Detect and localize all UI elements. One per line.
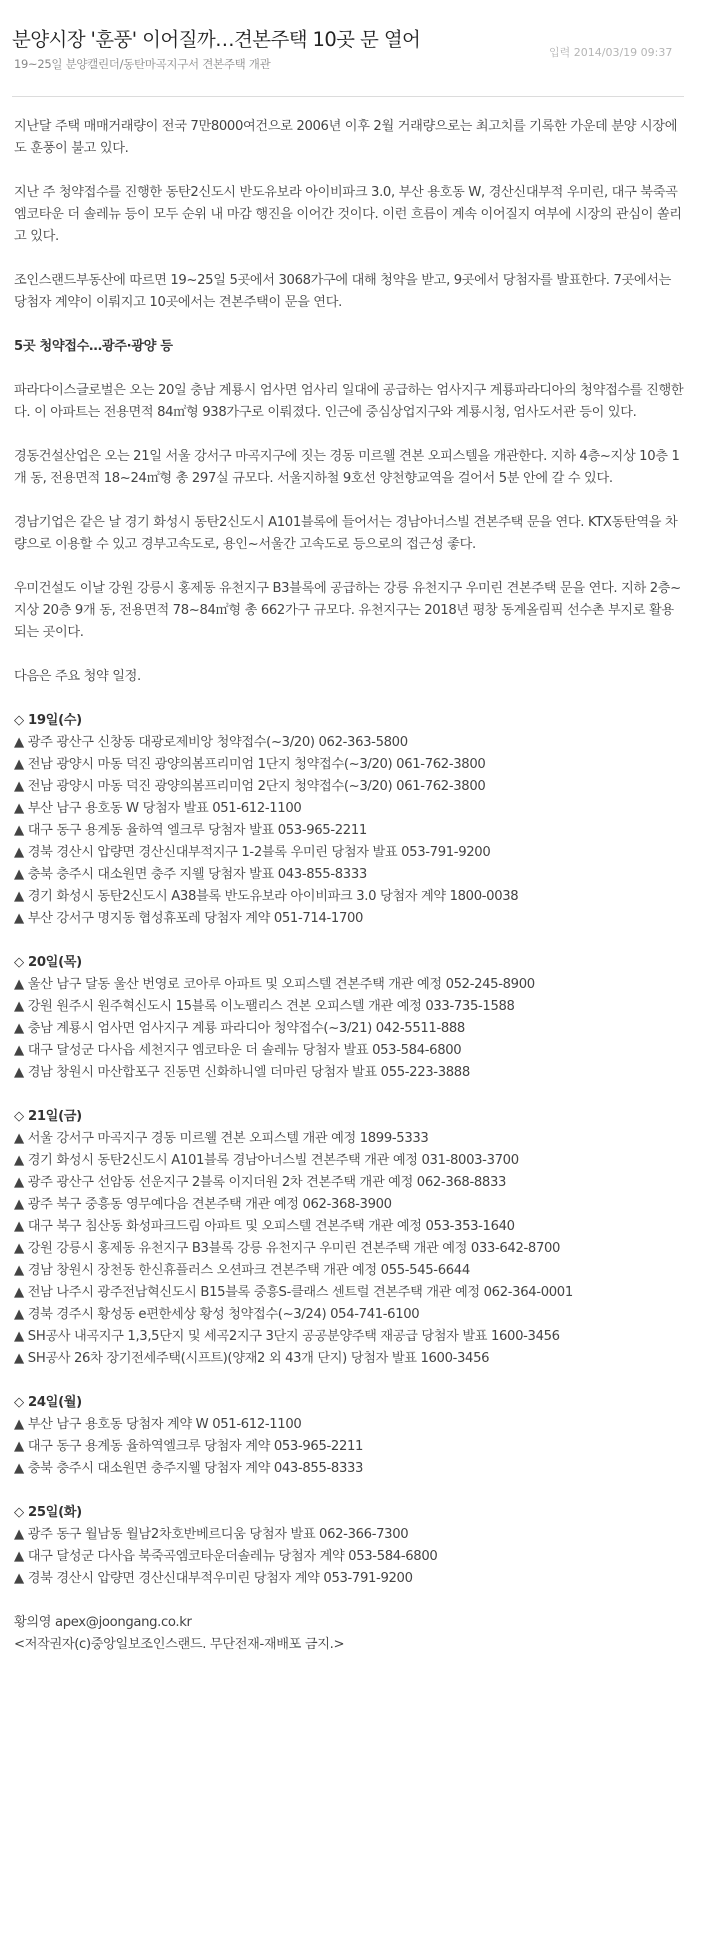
schedule-item [14, 1568, 686, 1590]
body-paragraph: 우미건설도 이날 강원 강릉시 홍제동 유천지구 B3블록에 공급하는 강릉 유천지구 우미린 견본주택 문을 연다. 지하 2층~지상 20층 9개 동, 전용면적 78~84㎡형 총 662가구 규모다. 유천지구는 2018년 평창 동계올림픽 선수촌 부지로 활용되는 곳이다. [14, 581, 681, 640]
schedule-item-text: 대구 북구 침산동 화성파크드림 아파트 및 오피스텔 견본주택 개관 예정 053-353-1640 [27, 1219, 515, 1234]
schedule-item [14, 1282, 686, 1304]
triangle-bullet-icon: ▲ [14, 889, 24, 904]
schedule-item-text: 서울 강서구 마곡지구 경동 미르웰 견본 오피스텔 개관 예정 1899-5333 [27, 1131, 429, 1146]
schedule-item [14, 1040, 686, 1062]
triangle-bullet-icon: ▲ [14, 1549, 24, 1564]
schedule-day [14, 1392, 686, 1480]
body-paragraph: 다음은 주요 청약 일정. [14, 669, 141, 684]
schedule-item-text: 경남 창원시 장천동 한신휴플러스 오션파크 견본주택 개관 예정 055-545-6644 [27, 1263, 470, 1278]
triangle-bullet-icon: ▲ [14, 1153, 24, 1168]
schedule-item [14, 1304, 686, 1326]
triangle-bullet-icon: ▲ [14, 977, 24, 992]
schedule-item-text: 충남 계룡시 엄사면 엄사지구 계룡 파라디아 청약접수(~3/21) 042-5511-888 [27, 1021, 465, 1036]
schedule-item [14, 820, 686, 842]
schedule-item-text: 충북 충주시 대소원면 충주지웰 당첨자 계약 043-855-8333 [27, 1461, 364, 1476]
body-paragraph: 조인스랜드부동산에 따르면 19~25일 5곳에서 3068가구에 대해 청약을 받고, 9곳에서 당첨자를 발표한다. 7곳에서는 당첨자 계약이 이뤄지고 10곳에서는 견본주택이 문을 연다. [14, 273, 672, 310]
copyright-notice: <저작권자(c)중앙일보조인스랜드. 무단전재-재배포 금지.> [14, 1637, 345, 1652]
schedule-item-text: 대구 달성군 다사읍 세천지구 엠코타운 더 솔레뉴 당첨자 발표 053-584-6800 [27, 1043, 462, 1058]
schedule-item [14, 1458, 686, 1480]
section-subheading: 5곳 청약접수…광주·광양 등 [14, 339, 173, 354]
schedule-item-text: 대구 달성군 다사읍 북죽곡엠코타운더솔레뉴 당첨자 계약 053-584-6800 [27, 1549, 438, 1564]
schedule-item-text: 부산 남구 용호동 당첨자 계약 W 051-612-1100 [27, 1417, 302, 1432]
schedule-item [14, 1260, 686, 1282]
triangle-bullet-icon: ▲ [14, 1417, 24, 1432]
schedule-item [14, 1216, 686, 1238]
triangle-bullet-icon: ▲ [14, 1351, 24, 1366]
schedule-item [14, 732, 686, 754]
schedule-day [14, 1502, 686, 1590]
schedule-day [14, 952, 686, 1084]
schedule-item [14, 776, 686, 798]
triangle-bullet-icon: ▲ [14, 1527, 24, 1542]
schedule-item [14, 1524, 686, 1546]
triangle-bullet-icon: ▲ [14, 1461, 24, 1476]
triangle-bullet-icon: ▲ [14, 1307, 24, 1322]
schedule-list [14, 710, 686, 1590]
schedule-item [14, 1128, 686, 1150]
triangle-bullet-icon: ▲ [14, 1329, 24, 1344]
triangle-bullet-icon: ▲ [14, 1219, 24, 1234]
schedule-item-text: 광주 광산구 신창동 대광로제비앙 청약접수(~3/20) 062-363-5800 [27, 735, 408, 750]
triangle-bullet-icon: ▲ [14, 1197, 24, 1212]
triangle-bullet-icon: ▲ [14, 999, 24, 1014]
schedule-item-text: 강원 원주시 원주혁신도시 15블록 이노팰리스 견본 오피스텔 개관 예정 033-735-1588 [27, 999, 515, 1014]
body-paragraph: 지난 주 청약접수를 진행한 동탄2신도시 반도유보라 아이비파크 3.0, 부산 용호동 W, 경산신대부적 우미린, 대구 북죽곡 엠코타운 더 솔레뉴 등이 모두 순위 내 마감 행진을 이어간 것이다. 이런 흐름이 계속 이어질지 여부에 시장의 관심이 쏠리고 있다. [14, 185, 682, 244]
schedule-day-heading: ◇ 25일(화) [14, 1505, 82, 1520]
schedule-day [14, 1106, 686, 1370]
schedule-item [14, 1018, 686, 1040]
article-subtitle: 19~25일 분양캘린더/동탄마곡지구서 견본주택 개관 [14, 57, 271, 71]
schedule-item-text: 울산 남구 달동 울산 번영로 코아루 아파트 및 오피스텔 견본주택 개관 예정 052-245-8900 [27, 977, 535, 992]
triangle-bullet-icon: ▲ [14, 1439, 24, 1454]
schedule-item-text: 경기 화성시 동탄2신도시 A38블록 반도유보라 아이비파크 3.0 당첨자 계약 1800-0038 [27, 889, 519, 904]
schedule-item [14, 1348, 686, 1370]
article-dateline: 입력 2014/03/19 09:37 [549, 46, 673, 59]
schedule-item [14, 1172, 686, 1194]
schedule-item-text: 경북 경산시 압량면 경산신대부적지구 1-2블록 우미린 당첨자 발표 053-791-9200 [27, 845, 491, 860]
schedule-item [14, 1062, 686, 1084]
schedule-item [14, 1326, 686, 1348]
article-body [14, 116, 686, 1656]
schedule-item-text: 광주 광산구 선암동 선운지구 2블록 이지더원 2차 견본주택 개관 예정 062-368-8833 [27, 1175, 507, 1190]
schedule-item [14, 1194, 686, 1216]
schedule-item-text: 광주 동구 월남동 월남2차호반베르디움 당첨자 발표 062-366-7300 [27, 1527, 409, 1542]
schedule-item-text: 대구 동구 용계동 율하역엘크루 당첨자 계약 053-965-2211 [27, 1439, 364, 1454]
schedule-item [14, 974, 686, 996]
schedule-item-text: 충북 충주시 대소원면 충주 지웰 당첨자 발표 043-855-8333 [27, 867, 367, 882]
schedule-item-text: SH공사 내곡지구 1,3,5단지 및 세곡2지구 3단지 공공분양주택 재공급 당첨자 발표 1600-3456 [27, 1329, 560, 1344]
schedule-item-text: 대구 동구 용계동 율하역 엘크루 당첨자 발표 053-965-2211 [27, 823, 367, 838]
triangle-bullet-icon: ▲ [14, 1263, 24, 1278]
schedule-item [14, 864, 686, 886]
triangle-bullet-icon: ▲ [14, 911, 24, 926]
body-paragraph: 지난달 주택 매매거래량이 전국 7만8000여건으로 2006년 이후 2월 거래량으로는 최고치를 기록한 가운데 분양 시장에도 훈풍이 불고 있다. [14, 119, 678, 156]
schedule-item [14, 1546, 686, 1568]
schedule-item-text: 경기 화성시 동탄2신도시 A101블록 경남아너스빌 견본주택 개관 예정 031-8003-3700 [27, 1153, 519, 1168]
triangle-bullet-icon: ▲ [14, 801, 24, 816]
schedule-item [14, 1150, 686, 1172]
article-title: 분양시장 '훈풍' 이어질까…견본주택 10곳 문 열어 [12, 28, 421, 51]
schedule-item-text: SH공사 26차 장기전세주택(시프트)(양재2 외 43개 단지) 당첨자 발표 1600-3456 [27, 1351, 490, 1366]
triangle-bullet-icon: ▲ [14, 1065, 24, 1080]
schedule-item-text: 강원 강릉시 홍제동 유천지구 B3블록 강릉 유천지구 우미린 견본주택 개관 예정 033-642-8700 [27, 1241, 561, 1256]
schedule-day [14, 710, 686, 930]
schedule-item [14, 1414, 686, 1436]
schedule-item [14, 908, 686, 930]
triangle-bullet-icon: ▲ [14, 735, 24, 750]
schedule-item [14, 754, 686, 776]
schedule-item [14, 996, 686, 1018]
triangle-bullet-icon: ▲ [14, 845, 24, 860]
schedule-item-text: 전남 광양시 마동 덕진 광양의봄프리미엄 2단지 청약접수(~3/20) 061-762-3800 [27, 779, 486, 794]
triangle-bullet-icon: ▲ [14, 779, 24, 794]
triangle-bullet-icon: ▲ [14, 1021, 24, 1036]
schedule-day-heading: ◇ 19일(수) [14, 713, 82, 728]
triangle-bullet-icon: ▲ [14, 1131, 24, 1146]
article-header [0, 0, 705, 82]
schedule-item [14, 886, 686, 908]
triangle-bullet-icon: ▲ [14, 823, 24, 838]
schedule-item [14, 798, 686, 820]
triangle-bullet-icon: ▲ [14, 867, 24, 882]
schedule-item-text: 부산 강서구 명지동 협성휴포레 당첨자 계약 051-714-1700 [27, 911, 364, 926]
schedule-item-text: 경북 경주시 황성동 e편한세상 황성 청약접수(~3/24) 054-741-6100 [27, 1307, 420, 1322]
body-paragraph: 경동건설산업은 오는 21일 서울 강서구 마곡지구에 짓는 경동 미르웰 견본 오피스텔을 개관한다. 지하 4층~지상 10층 1개 동, 전용면적 18~24㎡형 총 297실 규모다. 서울지하철 9호선 양천향교역을 걸어서 5분 안에 갈 수 있다. [14, 449, 680, 486]
triangle-bullet-icon: ▲ [14, 1043, 24, 1058]
schedule-item-text: 경북 경산시 압량면 경산신대부적우미린 당첨자 계약 053-791-9200 [27, 1571, 413, 1586]
schedule-day-heading: ◇ 24일(월) [14, 1395, 82, 1410]
triangle-bullet-icon: ▲ [14, 1175, 24, 1190]
triangle-bullet-icon: ▲ [14, 1241, 24, 1256]
schedule-day-heading: ◇ 20일(목) [14, 955, 82, 970]
body-paragraph: 파라다이스글로벌은 오는 20일 충남 계룡시 엄사면 엄사리 일대에 공급하는 엄사지구 계룡파라디아의 청약접수를 진행한다. 이 아파트는 전용면적 84㎡형 938가구로 이뤄졌다. 인근에 중심상업지구와 계룡시청, 엄사도서관 등이 있다. [14, 383, 684, 420]
body-paragraph: 경남기업은 같은 날 경기 화성시 동탄2신도시 A101블록에 들어서는 경남아너스빌 견본주택 문을 연다. KTX동탄역을 차량으로 이용할 수 있고 경부고속도로, 용인~서울간 고속도로 등으로의 접근성 좋다. [14, 515, 678, 552]
schedule-item [14, 1436, 686, 1458]
header-divider [12, 96, 684, 97]
schedule-item-text: 광주 북구 중흥동 영무예다음 견본주택 개관 예정 062-368-3900 [27, 1197, 392, 1212]
schedule-item-text: 전남 나주시 광주전남혁신도시 B15블록 중흥S-클래스 센트럴 견본주택 개관 예정 062-364-0001 [27, 1285, 573, 1300]
schedule-item-text: 경남 창원시 마산합포구 진동면 신화하니엘 더마린 당첨자 발표 055-223-3888 [27, 1065, 470, 1080]
triangle-bullet-icon: ▲ [14, 1571, 24, 1586]
author-email: 황의영 apex@joongang.co.kr [14, 1615, 192, 1630]
triangle-bullet-icon: ▲ [14, 1285, 24, 1300]
schedule-item [14, 842, 686, 864]
schedule-day-heading: ◇ 21일(금) [14, 1109, 82, 1124]
schedule-item [14, 1238, 686, 1260]
triangle-bullet-icon: ▲ [14, 757, 24, 772]
schedule-item-text: 전남 광양시 마동 덕진 광양의봄프리미엄 1단지 청약접수(~3/20) 061-762-3800 [27, 757, 486, 772]
schedule-item-text: 부산 남구 용호동 W 당첨자 발표 051-612-1100 [27, 801, 302, 816]
